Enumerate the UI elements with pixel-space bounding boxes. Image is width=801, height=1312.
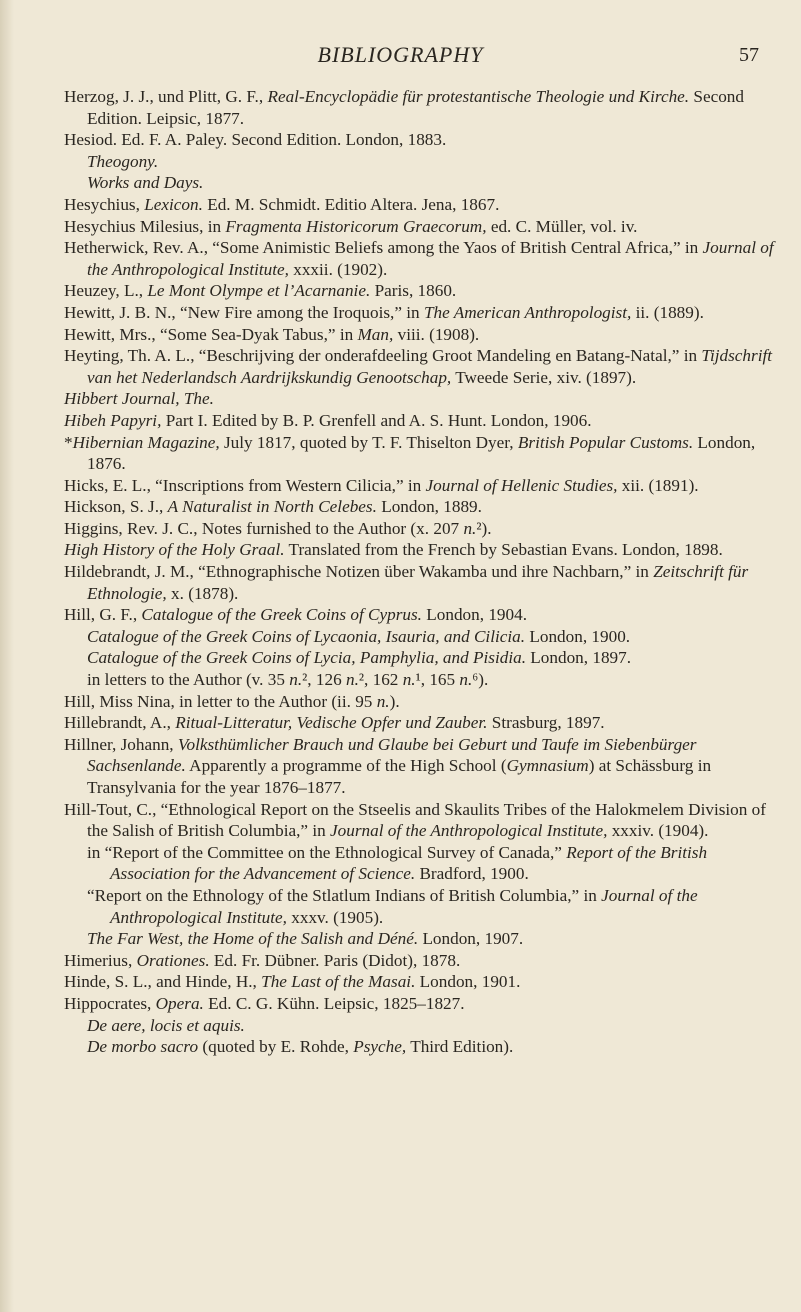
entry-text: London, 1876.: [87, 432, 756, 474]
entry-text: Paris, 1860.: [370, 281, 457, 301]
entry-text: ii. (1889).: [631, 302, 704, 322]
bibliography-entry: [64, 691, 782, 713]
page-edge: [0, 0, 14, 1312]
entry-italic-text: Hibeh Papyri,: [64, 410, 162, 430]
entry-italic-text: Works and Days.: [87, 173, 204, 193]
entry-italic-text: Zeitschrift für Ethnologie,: [87, 562, 749, 603]
entry-text: xxxv. (1905).: [286, 907, 384, 927]
bibliography-entry: [64, 432, 782, 475]
bibliography-entry: [64, 280, 782, 302]
entry-text: ², 162: [358, 670, 403, 690]
entry-text: Heuzey, L.,: [64, 281, 148, 301]
entry-text: Hinde, S. L., and Hinde, H.,: [64, 972, 262, 992]
entry-text: Translated from the French by Sebastian Evans. London, 1898.: [284, 540, 723, 560]
bibliography-entry: [64, 950, 782, 972]
bibliography-entry: [64, 885, 782, 928]
entry-text: ed. C. Müller, vol. iv.: [486, 216, 638, 236]
bibliography-entry: [64, 604, 782, 626]
bibliography-entry: [64, 216, 782, 238]
entry-text: London, 1904.: [421, 605, 527, 625]
entry-italic-text: n.: [402, 670, 416, 690]
entry-italic-text: n.: [345, 670, 359, 690]
entry-text: Bradford, 1900.: [415, 864, 529, 884]
bibliography-entry: [64, 626, 782, 648]
entry-text: xxxii. (1902).: [288, 259, 388, 279]
entry-italic-text: Journal of Hellenic Studies,: [425, 475, 618, 495]
entry-italic-text: De morbo sacro: [87, 1037, 199, 1057]
entry-italic-text: n.: [289, 670, 303, 690]
page-number: 57: [739, 44, 759, 66]
entry-text: Hippocrates,: [64, 993, 156, 1013]
entry-text: viii. (1908).: [393, 324, 480, 344]
entry-text: July 1817, quoted by T. F. Thiselton Dyer,: [219, 432, 518, 452]
bibliography-entry: [64, 302, 782, 324]
entry-italic-text: Opera.: [155, 993, 204, 1013]
bibliography-entry: [64, 194, 782, 216]
entry-text: Hillebrandt, A.,: [64, 713, 176, 733]
entry-text: Hewitt, Mrs., “Some Sea-Dyak Tabus,” in: [64, 324, 358, 344]
entry-text: Hill, G. F.,: [64, 605, 142, 625]
entry-text: xii. (1891).: [617, 475, 699, 495]
entry-text: Ed. M. Schmidt. Editio Altera. Jena, 1867.: [202, 194, 500, 214]
entry-italic-text: Fragmenta Historicorum Graecorum,: [225, 216, 487, 236]
entry-text: Hewitt, J. B. N., “New Fire among the Iroquois,” in: [64, 302, 424, 322]
entry-text: London, 1907.: [418, 929, 524, 949]
running-head: [0, 42, 801, 76]
page-title: BIBLIOGRAPHY: [317, 42, 484, 67]
entry-italic-text: Theogony.: [87, 151, 159, 171]
entry-italic-text: Orationes.: [136, 950, 210, 970]
entry-italic-text: Catalogue of the Greek Coins of Cyprus.: [141, 605, 422, 625]
entry-italic-text: Journal of the Anthropological Institute,: [110, 885, 698, 927]
entry-italic-text: The American Anthropologist,: [423, 302, 632, 322]
entry-text: Ed. Fr. Dübner. Paris (Didot), 1878.: [209, 950, 461, 970]
entry-text: *: [64, 432, 73, 452]
bibliography-entry: [64, 388, 782, 410]
entry-text: xxxiv. (1904).: [607, 821, 709, 841]
bibliography-entry: [64, 410, 782, 432]
entry-text: London, 1900.: [525, 626, 631, 646]
bibliography-entry: [64, 172, 782, 194]
entry-text: London, 1897.: [526, 648, 632, 668]
bibliography-entry: [64, 475, 782, 497]
bibliography-entry: [64, 1036, 782, 1058]
bibliography-entry: [64, 86, 782, 129]
entry-text: Higgins, Rev. J. C., Notes furnished to the Author (x. 207: [64, 518, 464, 538]
entry-italic-text: Real-Encyclopädie für protestantische Theologie und Kirche.: [267, 87, 690, 106]
entry-italic-text: Ritual-Litteratur, Vedische Opfer und Zauber.: [175, 713, 488, 733]
bibliography-entry: [64, 712, 782, 734]
entry-italic-text: n.: [459, 670, 473, 690]
entry-text: (quoted by E. Rohde,: [198, 1037, 354, 1057]
bibliography-entry: [64, 734, 782, 799]
entry-italic-text: Tijdschrift van het Nederlandsch Aardrijkskundig Genootschap,: [87, 346, 773, 387]
entry-text: Part I. Edited by B. P. Grenfell and A. S. Hunt. London, 1906.: [161, 410, 592, 430]
entry-text: ²).: [476, 518, 492, 538]
entry-text: Hill, Miss Nina, in letter to the Author (ii. 95: [64, 691, 377, 711]
entry-text: Apparently a programme of the High School (: [185, 756, 507, 776]
entry-text: London, 1889.: [376, 497, 482, 517]
bibliography-entry: [64, 647, 782, 669]
bibliography-entry: [64, 151, 782, 173]
entry-text: Himerius,: [64, 950, 137, 970]
entry-text: ², 126: [302, 670, 346, 690]
entry-text: Hillner, Johann,: [64, 734, 178, 754]
bibliography-entry: [64, 324, 782, 346]
entry-text: Hicks, E. L., “Inscriptions from Western Cilicia,” in: [64, 475, 426, 495]
entry-text: Ed. C. G. Kühn. Leipsic, 1825–1827.: [203, 993, 465, 1013]
entry-italic-text: Hibbert Journal, The.: [64, 389, 214, 409]
entry-text: “Report on the Ethnology of the Stlatlum Indians of British Columbia,” in: [87, 885, 602, 905]
entry-text: x. (1878).: [166, 583, 239, 603]
entry-text: in “Report of the Committee on the Ethnological Survey of Canada,”: [87, 842, 567, 862]
entry-text: in letters to the Author (v. 35: [87, 670, 290, 690]
entry-text: Heyting, Th. A. L., “Beschrijving der onderafdeeling Groot Mandeling en Batang-Natal,” in: [64, 346, 702, 366]
entry-text: Tweede Serie, xiv. (1897).: [451, 367, 637, 387]
entry-text: Hesychius Milesius, in: [64, 216, 226, 236]
entry-italic-text: n.: [376, 691, 390, 711]
entry-italic-text: Catalogue of the Greek Coins of Lycaonia, Isauria, and Cilicia.: [87, 626, 526, 646]
bibliography-entry: [64, 842, 782, 885]
entry-text: Hesiod. Ed. F. A. Paley. Second Edition. London, 1883.: [64, 130, 447, 150]
bibliography-entry: [64, 496, 782, 518]
bibliography-entry: [64, 561, 782, 604]
bibliography-entry: [64, 539, 782, 561]
entry-text: Hildebrandt, J. M., “Ethnographische Notizen über Wakamba und ihre Nachbarn,” in: [64, 562, 654, 582]
entry-italic-text: De aere, locis et aquis.: [87, 1015, 245, 1035]
entry-italic-text: Journal of the Anthropological Institute,: [87, 238, 774, 279]
entry-italic-text: British Popular Customs.: [517, 432, 694, 452]
entry-text: ) at Schässburg in Transylvania for the year 1876–1877.: [87, 756, 712, 797]
entry-text: Strasburg, 1897.: [487, 713, 605, 733]
entry-italic-text: Catalogue of the Greek Coins of Lycia, Pamphylia, and Pisidia.: [87, 648, 526, 668]
entry-text: Herzog, J. J., und Plitt, G. F.,: [64, 87, 268, 106]
bibliography-entry: [64, 669, 782, 691]
entry-italic-text: Psyche,: [353, 1037, 407, 1057]
entry-italic-text: Hibernian Magazine,: [72, 432, 220, 452]
entry-text: ¹, 165: [415, 670, 460, 690]
entry-text: London, 1901.: [415, 972, 521, 992]
entry-text: Hesychius,: [64, 194, 145, 214]
entry-text: Hickson, S. J.,: [64, 497, 168, 517]
entry-text: Third Edition).: [406, 1037, 514, 1057]
bibliography-entry: [64, 345, 782, 388]
entry-italic-text: A Naturalist in North Celebes.: [167, 497, 377, 517]
entry-italic-text: Report of the British Association for the Advancement of Science.: [110, 842, 708, 884]
entry-italic-text: High History of the Holy Graal.: [64, 540, 285, 560]
entry-text: Hetherwick, Rev. A., “Some Animistic Beliefs among the Yaos of British Central Africa,” in: [64, 238, 703, 258]
bibliography-entry: [64, 993, 782, 1015]
bibliography-entry: [64, 799, 782, 842]
bibliography-entry: [64, 129, 782, 151]
entry-italic-text: The Far West, the Home of the Salish and Déné.: [87, 929, 419, 949]
entry-italic-text: Journal of the Anthropological Institute,: [330, 821, 608, 841]
entry-text: ⁶).: [472, 670, 489, 690]
bibliography-entry: [64, 971, 782, 993]
entry-text: ).: [389, 691, 400, 711]
entry-italic-text: Gymnasium: [506, 756, 589, 776]
entry-text: Second Edition. Leipsic, 1877.: [87, 87, 744, 128]
bibliography-list: [64, 86, 782, 1058]
entry-italic-text: The Last of the Masai.: [261, 972, 416, 992]
entry-italic-text: Le Mont Olympe et l’Acarnanie.: [147, 281, 371, 301]
bibliography-entry: [64, 518, 782, 540]
bibliography-entry: [64, 928, 782, 950]
bibliography-entry: [64, 1015, 782, 1037]
entry-text: Hill-Tout, C., “Ethnological Report on the Stseelis and Skaulits Tribes of the Halokmelem Division of the Salish of British Columbia,” in: [64, 799, 766, 841]
entry-italic-text: n.: [463, 518, 477, 538]
entry-italic-text: Lexicon.: [144, 194, 203, 214]
entry-italic-text: Volksthümlicher Brauch und Glaube bei Geburt und Taufe im Siebenbürger Sachsenlande.: [87, 734, 697, 776]
bibliography-entry: [64, 237, 782, 280]
entry-italic-text: Man,: [357, 324, 394, 344]
